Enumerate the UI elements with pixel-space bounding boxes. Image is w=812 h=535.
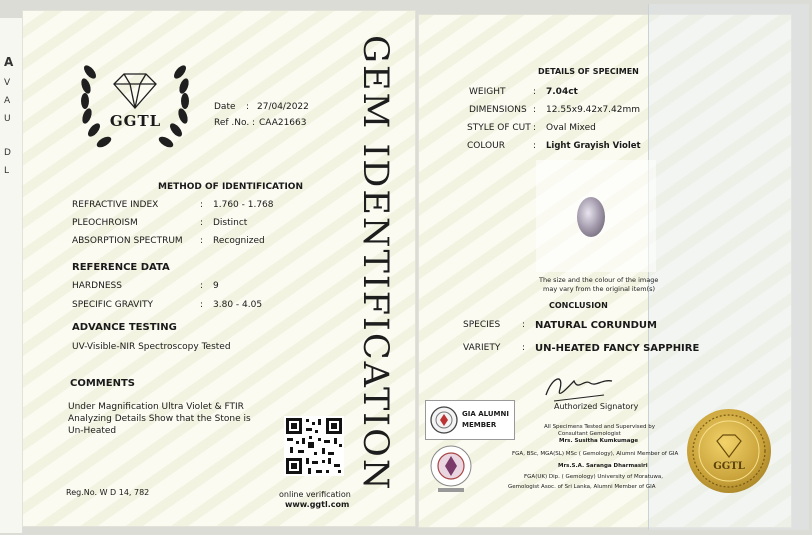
details-value: 12.55x9.42x7.42mm — [546, 105, 641, 115]
advance-heading: ADVANCE TESTING — [72, 322, 177, 333]
strip-letter: D — [4, 148, 11, 158]
method-label: REFRACTIVE INDEX — [72, 200, 159, 210]
comment-line: Under Magnification Ultra Violet & FTIR — [68, 402, 244, 412]
reference-heading: REFERENCE DATA — [72, 262, 170, 273]
details-label: STYLE OF CUT — [467, 123, 531, 133]
image-note-line: The size and the colour of the image — [539, 276, 659, 284]
left-edge-strip — [0, 18, 23, 533]
signatory-line: All Specimens Tested and Supervised by — [544, 424, 656, 430]
signatory-line: Consultant Gemologist — [558, 431, 621, 437]
method-value: Distinct — [213, 218, 248, 228]
association-emblem-icon — [430, 444, 472, 494]
conclusion-value: NATURAL CORUNDUM — [535, 320, 657, 331]
conclusion-value: UN-HEATED FANCY SAPPHIRE — [535, 343, 700, 354]
strip-letter: L — [4, 166, 10, 176]
method-label: PLEOCHROISM — [72, 218, 138, 228]
authorized-signatory-label: Authorized Signatory — [554, 402, 639, 411]
date-label: Date — [214, 102, 236, 112]
details-label: COLOUR — [467, 141, 505, 151]
reference-label: SPECIFIC GRAVITY — [72, 300, 153, 310]
gia-alumni-badge: GIA ALUMNI MEMBER — [425, 400, 515, 440]
online-verification-label: online verification — [279, 490, 351, 499]
comment-line: Un-Heated — [68, 426, 117, 436]
method-heading: METHOD OF IDENTIFICATION — [158, 182, 303, 192]
image-note-line: may vary from the original item(s) — [543, 285, 656, 293]
method-value: 1.760 - 1.768 — [213, 200, 274, 210]
comments-heading: COMMENTS — [70, 378, 135, 389]
signatory-line: FGA(UK) Dip. ( Gemology) University of Moratuwa, — [524, 474, 663, 480]
ref-label: Ref .No. — [214, 118, 250, 128]
website-link[interactable]: www.ggtl.com — [285, 500, 350, 509]
method-value: Recognized — [213, 236, 265, 246]
conclusion-heading: CONCLUSION — [549, 301, 608, 310]
ref-value: CAA21663 — [259, 118, 307, 128]
reference-value: 3.80 - 4.05 — [213, 300, 263, 310]
signatory-line: FGA, BSc, MGA(SL) MSc ( Gemology), Alumni Member of GIA — [512, 451, 679, 457]
strip-letter: U — [4, 114, 11, 124]
details-value: Light Grayish Violet — [546, 141, 641, 151]
gia-emblem-icon — [430, 406, 458, 434]
specimen-photo — [577, 197, 605, 237]
date-value: 27/04/2022 — [257, 102, 309, 112]
method-label: ABSORPTION SPECTRUM — [72, 236, 183, 246]
diamond-icon — [114, 74, 156, 108]
gem-identification-title: GEM IDENTIFICATION — [355, 35, 395, 492]
details-label: WEIGHT — [469, 87, 506, 97]
details-value: Oval Mixed — [546, 123, 596, 133]
logo-text: GGTL — [109, 112, 162, 130]
signatory-line: Mrs.S.A. Saranga Dharmasiri — [558, 463, 648, 469]
signatory-line: Mrs. Susitha Kumkumage — [559, 438, 639, 444]
conclusion-label: VARIETY — [463, 343, 501, 353]
gold-seal — [687, 409, 771, 493]
details-label: DIMENSIONS — [469, 105, 527, 115]
strip-letter: A — [4, 55, 14, 69]
conclusion-label: SPECIES — [463, 320, 501, 330]
reference-value: 9 — [213, 281, 219, 291]
strip-letter: V — [4, 78, 11, 88]
signatory-line: Gemologist Asoc. of Sri Lanka, Alumni Member of GIA — [508, 484, 656, 490]
signature — [540, 365, 620, 405]
reg-number: Reg.No. W D 14, 782 — [66, 488, 150, 497]
ggtl-logo — [76, 52, 194, 158]
details-heading: DETAILS OF SPECIMEN — [538, 67, 639, 76]
strip-letter: A — [4, 96, 11, 106]
advance-text: UV-Visible-NIR Spectroscopy Tested — [72, 342, 231, 352]
details-value: 7.04ct — [546, 87, 578, 97]
comment-line: Analyzing Details Show that the Stone is — [68, 414, 251, 424]
reference-label: HARDNESS — [72, 281, 122, 291]
qr-code[interactable] — [284, 416, 344, 476]
seal-text: GGTL — [713, 461, 745, 472]
